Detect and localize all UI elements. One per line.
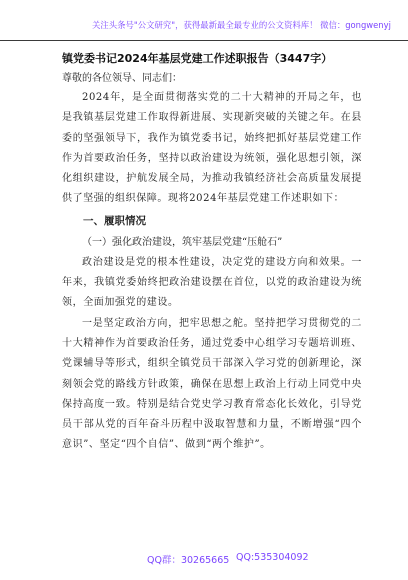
document-title: 镇党委书记2024年基层党建工作述职报告（3447字） xyxy=(62,52,333,65)
paragraph-intro: 2024年，是全面贯彻落实党的二十大精神的开局之年，也是我镇基层党建工作取得新进展、实现新突破的关键之年。在县委的坚强领导下，我作为镇党委书记，始终把抓好基层党建工作作为首要政治任务，坚持以政治建设为统领，强化思想引领，深化组织建设，护航发展全局，为推动我镇经济社会高质量发展提供了坚强的组织保障。现将2024年基层党建工作述职如下： xyxy=(62,92,362,205)
section-heading: 一、履职情况 xyxy=(83,214,146,227)
salutation: 尊敬的各位领导、同志们： xyxy=(62,73,182,84)
paragraph-political-direction: 一是坚定政治方向，把牢思想之舵。坚持把学习贯彻党的二十大精神作为首要政治任务，通过党委中心组学习专题培训班、党课辅导等形式，组织全镇党员干部深入学习党的创新理论，深刻领会党的路线方针政策，确保在思想上政治上行动上同党中央保持高度一致。特别是结合党史学习教育常态化长效化，引导党员干部从党的百年奋斗历程中汲取智慧和力量，不断增强“四个意识”、坚定“四个自信”、做到“两个维护”。 xyxy=(62,317,362,451)
qq-group-text: QQ群：30265665 xyxy=(147,555,230,566)
subsection-heading: （一）强化政治建设，筑牢基层党建“压舱石” xyxy=(82,236,283,248)
promo-banner-text: 关注头条号"公文研究"，获得最新最全最专业的公文资料库！ 微信：gongwenyj xyxy=(92,20,391,30)
paragraph-political-building: 政治建设是党的根本性建设，决定党的建设方向和效果。一年来，我镇党委始终把政治建设摆在首位，以党的政治建设为统领，全面加强党的建设。 xyxy=(62,256,362,309)
document-body xyxy=(62,50,362,456)
qq-contact-text: QQ:535304092 xyxy=(236,552,309,563)
page-header xyxy=(0,0,408,41)
